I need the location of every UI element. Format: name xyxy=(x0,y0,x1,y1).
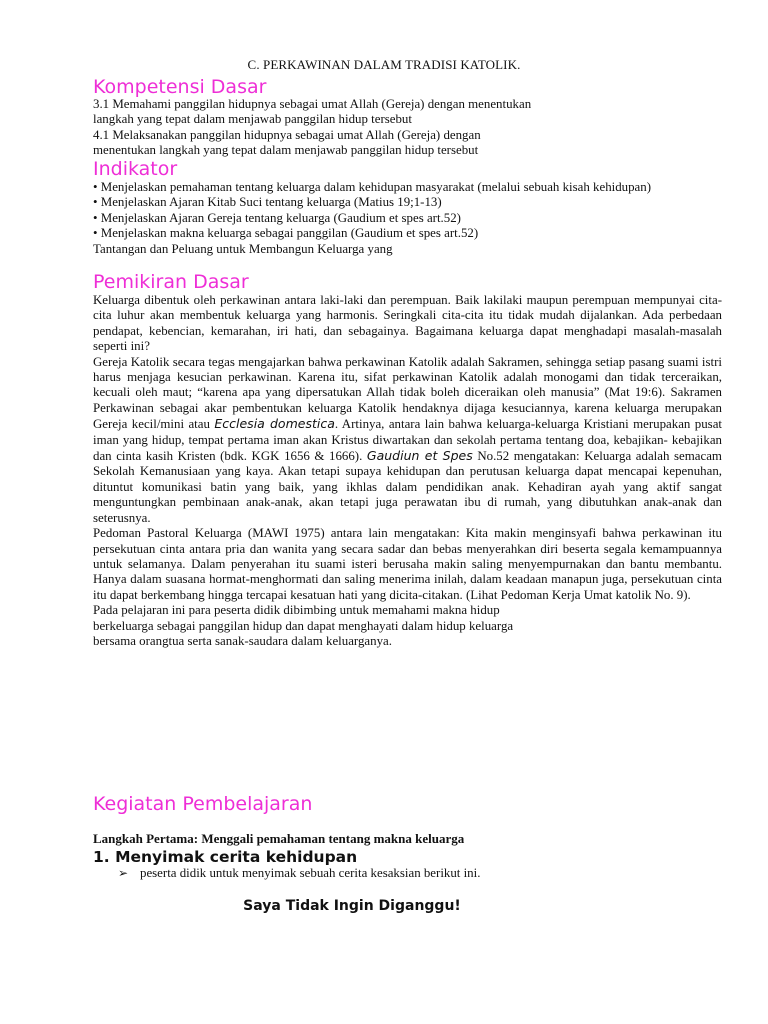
paragraph-text: No.52 mengatakan: Keluarga adalah semacam Sekolah Kemanusiaan yang kaya. Akan tetapi supaya kehidupan dan perutusan keluarga dapat mencapai kepenuhan, dituntut komunikasi batin yang baik, yang ikhlas dalam pendidikan anak. Kehadiran ayah yang aktif sangat menguntungkan pembinaan anak-anak, akan tetapi juga perawatan ibu di rumah, yang dibutuhkan anak-anak dan seterusnya. xyxy=(93,449,722,525)
paragraph-pedoman-pastoral: Pedoman Pastoral Keluarga (MAWI 1975) antara lain mengatakan: Kita makin menginsyafi bahwa perkawinan itu persekutuan cinta antara pria dan wanita yang secara sadar dan bebas menyerahkan diri beserta segala kemampuannya untuk selamanya. Dalam penyerahan itu suami isteri berusaha makin saling menyempurnakan dan bantu membantu. Hanya dalam suasana hormat-menghormati dan saling menerima inilah, dalam keadaan manapun juga, persekutuan cinta itu dapat berkembang hingga tercapai kesatuan hati yang dicita-citakan. (Lihat Pedoman Kerja Umat katolik No. 9). xyxy=(93,526,722,602)
heading-pemikiran-dasar: Pemikiran Dasar xyxy=(93,271,249,293)
indikator-list xyxy=(93,180,722,257)
indikator-item: • Menjelaskan Ajaran Kitab Suci tentang keluarga (Matius 19;1-13) xyxy=(93,195,442,210)
closing-line: bersama orangtua serta sanak-saudara dalam keluarganya. xyxy=(93,633,392,648)
indikator-item: • Menjelaskan makna keluarga sebagai panggilan (Gaudium et spes art.52) xyxy=(93,226,479,241)
kompetensi-line: menentukan langkah yang tepat dalam menjawab panggilan hidup tersebut xyxy=(93,143,479,158)
pemikiran-body xyxy=(93,293,722,649)
paragraph-text: . Artinya, antara lain bahwa keluarga-keluarga Kristiani merupakan pusat iman yang hidup, tempat pertama iman akan Kristus diwartakan dan sekolah pertama tentang doa, kebajikan- kebajikan dan cinta kasih Kristen (bdk. KGK 1656 & 1666). xyxy=(93,417,722,464)
kompetensi-line: 4.1 Melaksanakan panggilan hidupnya sebagai umat Allah (Gereja) dengan xyxy=(93,127,481,142)
story-title: Saya Tidak Ingin Diganggu! xyxy=(243,898,461,914)
paragraph-gereja-katolik xyxy=(93,355,722,526)
ecclesia-domestica-term: Ecclesia domestica xyxy=(214,416,335,432)
bullet-item xyxy=(118,866,480,881)
heading-kegiatan-pembelajaran: Kegiatan Pembelajaran xyxy=(93,793,313,815)
paragraph-keluarga: Keluarga dibentuk oleh perkawinan antara laki-laki dan perempuan. Baik lakilaki maupun perempuan mempunyai cita-cita luhur akan membentuk keluarga yang harmonis. Seringkali cita-cita itu tidak mudah dijalankan. Ada perbedaan pendapat, kebencian, kemarahan, iri hati, dan sebagainya. Bagaimana keluarga dapat menghadapi masalah-masalah seperti ini? xyxy=(93,293,722,354)
closing-lines xyxy=(93,603,722,649)
indikator-item: • Menjelaskan Ajaran Gereja tentang keluarga (Gaudium et spes art.52) xyxy=(93,210,461,225)
kompetensi-line: 3.1 Memahami panggilan hidupnya sebagai umat Allah (Gereja) dengan menentukan xyxy=(93,97,532,111)
bullet-text: peserta didik untuk menyimak sebuah cerita kesaksian berikut ini. xyxy=(140,866,481,880)
heading-indikator: Indikator xyxy=(93,158,178,180)
gaudium-et-spes-term: Gaudiun et Spes xyxy=(366,448,473,464)
numbered-heading: 1. Menyimak cerita kehidupan xyxy=(93,848,358,866)
indikator-item: • Menjelaskan pemahaman tentang keluarga dalam kehidupan masyarakat (melalui sebuah kisah kehidupan) xyxy=(93,180,652,194)
heading-kompetensi-dasar: Kompetensi Dasar xyxy=(93,76,267,98)
closing-line: Pada pelajaran ini para peserta didik dibimbing untuk memahami makna hidup xyxy=(93,603,500,618)
indikator-subtitle: Tantangan dan Peluang untuk Membangun Keluarga yang xyxy=(93,241,393,256)
kompetensi-list xyxy=(93,97,722,159)
closing-line: berkeluarga sebagai panggilan hidup dan dapat menghayati dalam hidup keluarga xyxy=(93,618,514,633)
document-title: C. PERKAWINAN DALAM TRADISI KATOLIK. xyxy=(247,57,521,72)
arrow-bullet-icon: ➢ xyxy=(118,866,129,880)
paragraph-text: Gereja Katolik secara tegas mengajarkan bahwa perkawinan Katolik adalah Sakramen, sehingga setiap pasang suami istri harus menjaga kesucian perkawinan. Karena itu, sifat perkawinan Katolik adalah monogami dan tidak terceraikan, kecuali oleh maut; “karena apa yang dipersatukan Allah tidak boleh diceraikan oleh manusia” (Mat 19:6). Sakramen Perkawinan sebagai akar pembentukan keluarga Katolik hendaknya dijaga kesuciannya, karena keluarga merupakan Gereja kecil/mini atau xyxy=(93,354,722,432)
langkah-pertama: Langkah Pertama: Menggali pemahaman tentang makna keluarga xyxy=(93,831,465,846)
kompetensi-line: langkah yang tepat dalam menjawab panggilan hidup tersebut xyxy=(93,112,412,127)
